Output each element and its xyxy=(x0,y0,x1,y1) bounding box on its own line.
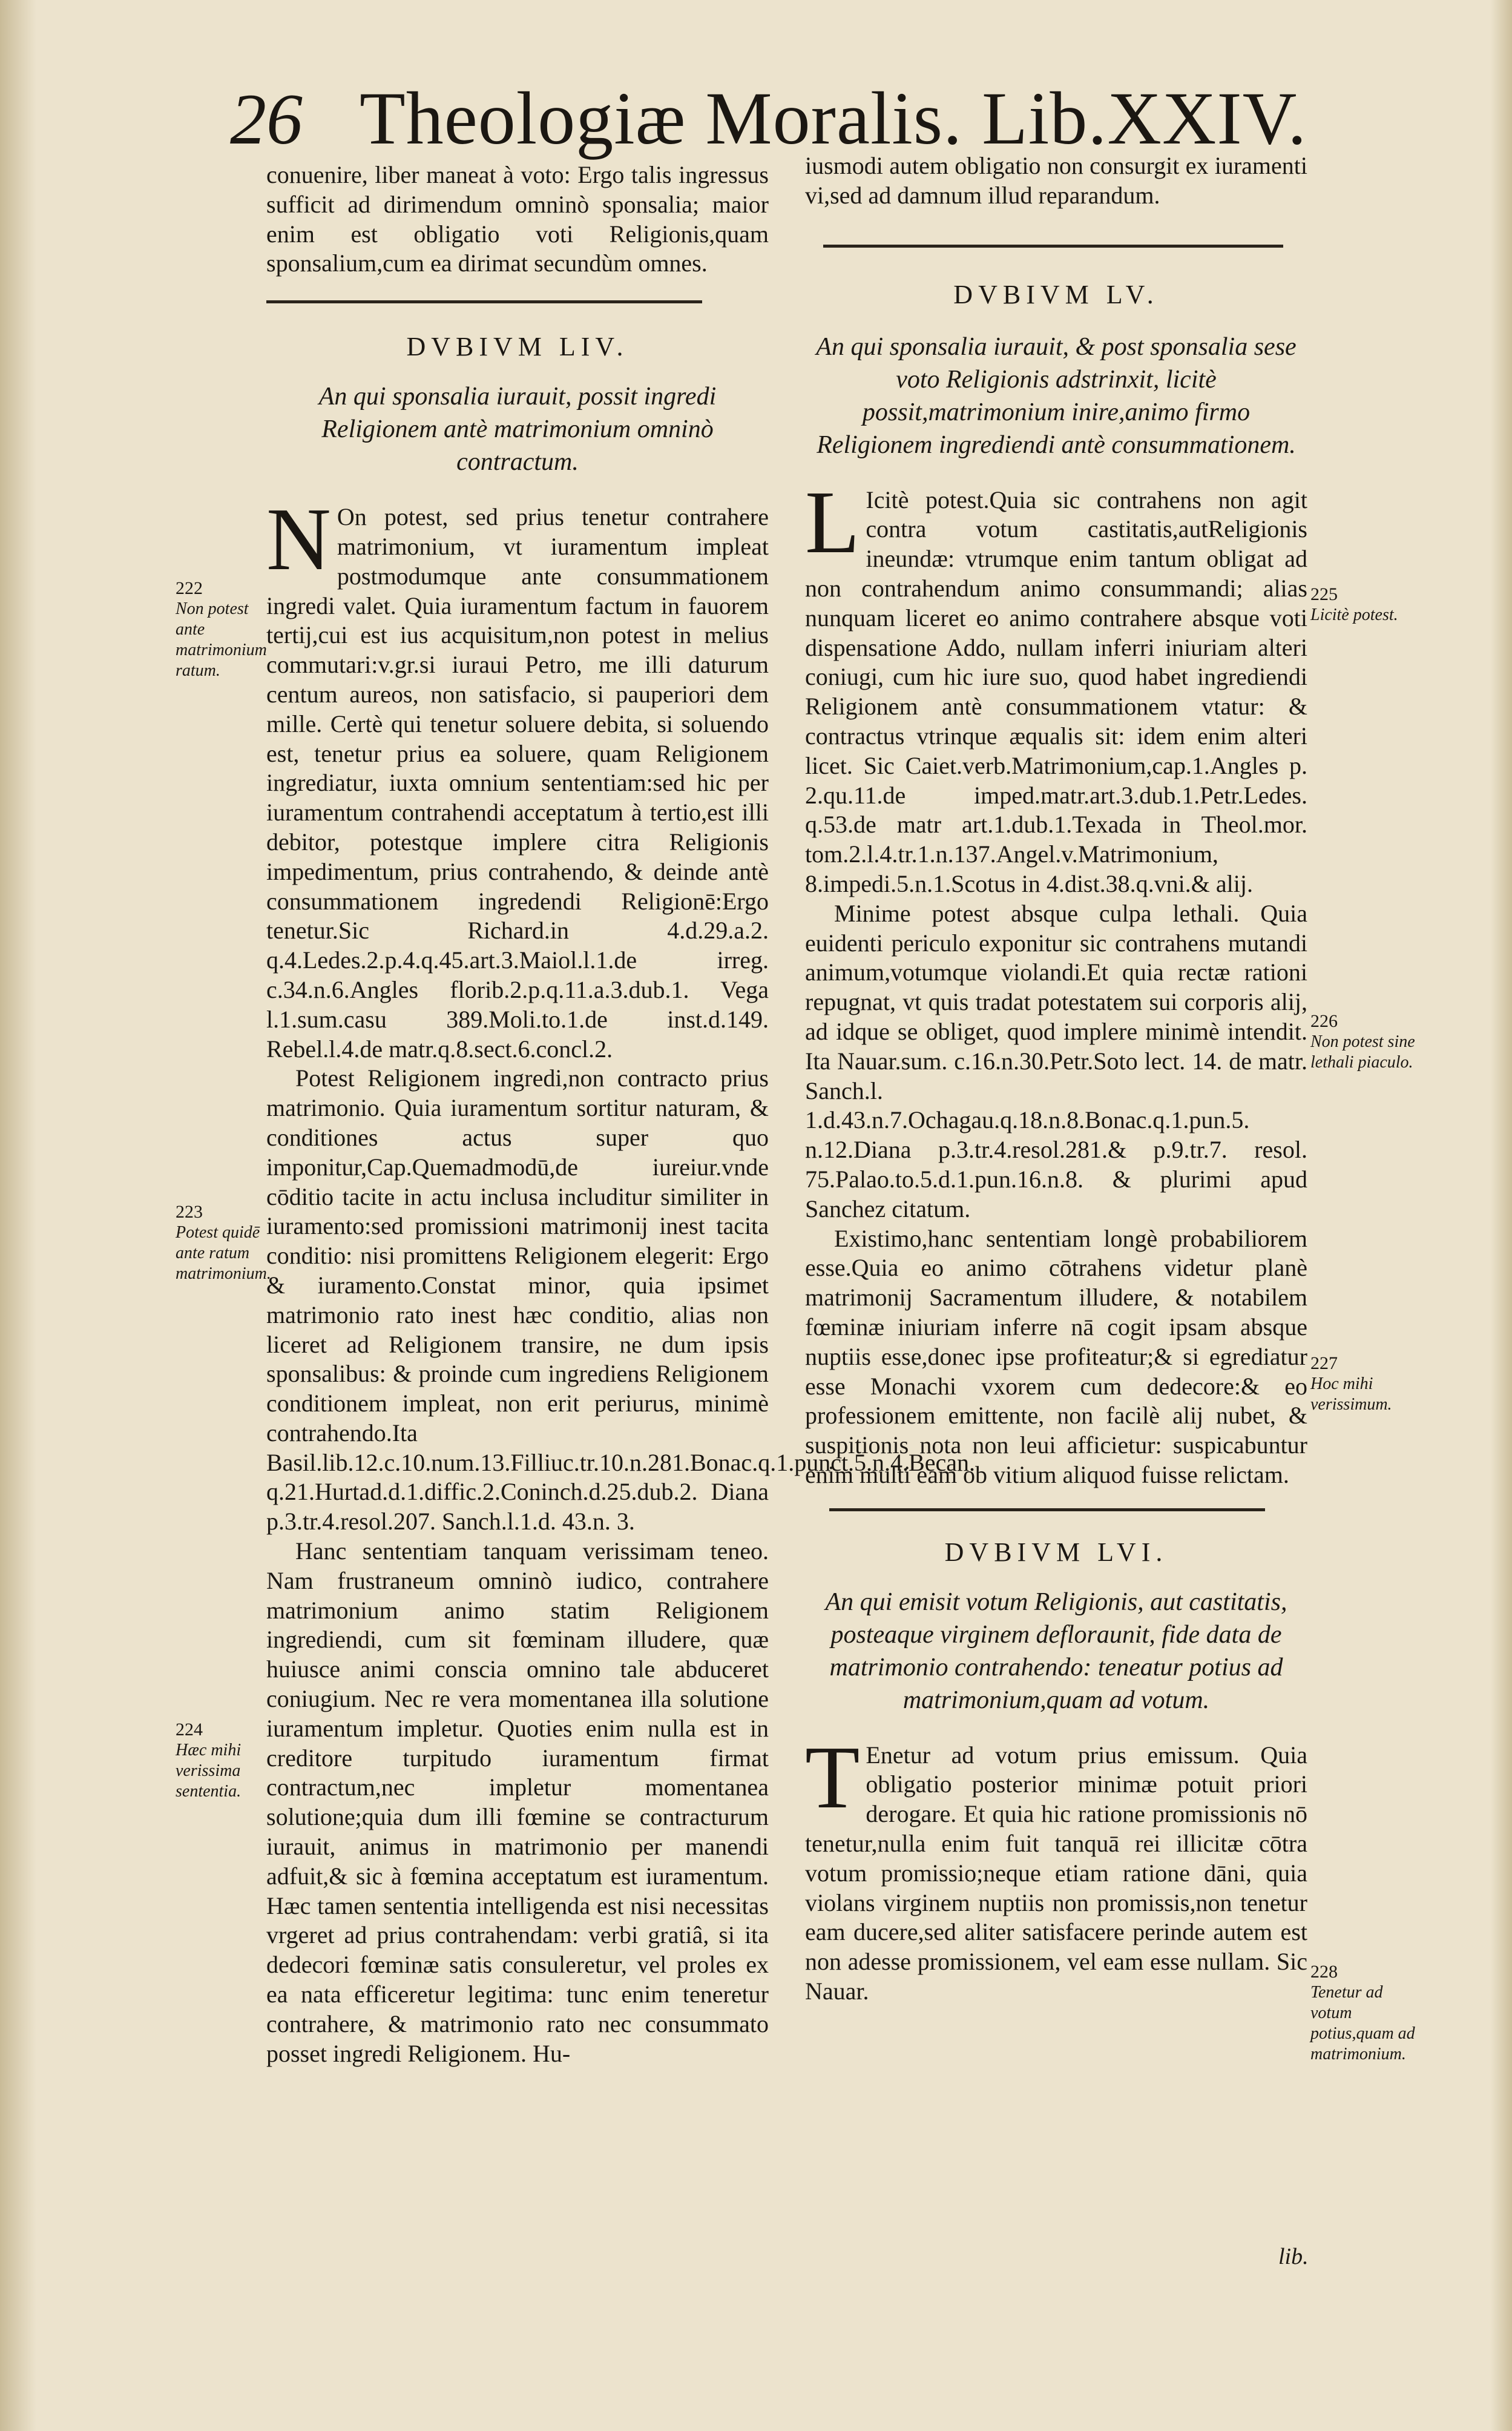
margin-note-number: 227 xyxy=(1310,1353,1338,1373)
continuation-text: conuenire, liber maneat à voto: Ergo talis ingressus sufficit ad dirimendum omninò sponsalia; maior enim est obligatio voti Religionis,quam sponsalium,cum ea dirimat secundùm omnes. xyxy=(266,161,769,277)
margin-note-number: 226 xyxy=(1310,1011,1338,1031)
paragraph xyxy=(805,1224,1307,1490)
paragraph xyxy=(805,472,1307,899)
paragraph-text: Existimo,hanc sententiam longè probabiliorem esse.Quia eo animo cōtrahens videtur planè matrimonij Sacramentum illudere, & notabilem fœminæ iniuriam inferre nā cogit ipsam absque nuptiis esse,donec ipse profiteatur;& si egrediatur esse Monachi vxorem cum dedecore:& eo professionem emittente, non facilè alij nubet, & suspitionis nota non leui afficietur: suspicabuntur enim multi eam ob vitium aliquod fuisse relictam. xyxy=(805,1224,1307,1488)
section-rule xyxy=(266,300,702,303)
dubium-question: An qui sponsalia iurauit, possit ingredi Religionem antè matrimonium omninò contractum. xyxy=(318,383,717,477)
right-column xyxy=(805,151,1307,2007)
dubium-heading: DVBIVM LV. xyxy=(953,279,1159,309)
margin-note-text: Licitè potest. xyxy=(1310,605,1398,624)
left-column xyxy=(266,160,975,2068)
paragraph-text: Hanc sententiam tanquam verissimam teneo. Nam frustraneum omninò iudico, contrahere matrimonium animo statim Religionem ingrediendi, cum sit fœminam illudere, quæ huiusce animi conscia omnino tale abduceret coniugium. Nec re vera momentanea illa solutione iuramentum impletur. Quoties enim nulla est in creditore turpitudo iuramentum firmat contractum,nec impletur momentanea solutione;quia dum illi fœmine se contracturum iurauit, animus in matrimonio per manendi adfuit,& sic à fœmina acceptatum est iuramentum. Hæc tamen sententia intelligenda est nisi necessitas vrgeret ad prius contrahendam: verbi gratiâ, si ita dedecori fœminæ satis consuleretur, vel proles ex ea nata efficeretur legitima: tunc enim teneretur contrahere, & matrimonio rato nec consummato posset ingredi Religionem. Hu- xyxy=(266,1537,769,2067)
margin-note-text: Hæc mihi verissima sententia. xyxy=(176,1741,242,1801)
margin-note xyxy=(1310,1962,1425,2065)
paragraph xyxy=(805,899,1307,1224)
dubium-question: An qui sponsalia iurauit, & post sponsalia sese voto Religionis adstrinxit, licitè possit,matrimonium inire,animo firmo Religionem ingrediendi antè consummationem. xyxy=(816,332,1297,459)
margin-note-number: 228 xyxy=(1310,1962,1338,1982)
margin-note xyxy=(1310,1011,1425,1073)
paragraph-text: Minime potest absque culpa lethali. Quia euidenti periculo exponitur sic contrahens mutandi animum,votumque violandi.Et quia rectæ rationi repugnat, vt quis tradat potestatem sui corporis alij, ad idque se obliget, quod implere minimè intendit. Ita Nauar.sum. c.16.n.30.Petr.Soto lect. 14. de matr. Sanch.l. 1.d.43.n.7.Ochagau.q.18.n.8.Bonac.q.1.pun.5. n.12.Diana p.3.tr.4.resol.281.& p.9.tr.7. resol. 75.Palao.to.5.d.1.pun.16.n.8. & plurimi apud Sanchez citatum. xyxy=(805,899,1307,1222)
dubium-question: An qui emisit votum Religionis, aut castitatis, posteaque virginem defloraunit, fide data de matrimonio contrahendo: teneatur potius ad matrimonium,quam ad votum. xyxy=(825,1588,1287,1714)
paragraph-text: Potest Religionem ingredi,non contracto prius matrimonio. Quia iuramentum sortitur naturam, & conditiones actus super quo imponitur,Cap.Quemadmodū,de iureiur.vnde cōditio tacite in actu inclusa includitur similiter in iuramento:sed promissioni matrimonij inest tacita conditio: nisi promittens Religionem elegerit: Ergo & iuramento.Constat minor, quia ipsimet matrimonio rato inest hæc conditio, alias non liceret ad Religionem transire, ne dum ipsis sponsalibus: & proinde cum ingrediens Religionem conditionem impleat, non erit periurus, minimè contrahendo.Ita Basil.lib.12.c.10.num.13.Filliuc.tr.10.n.281.Bonac.q.1.punct.5.n.4.Becan. q.21.Hurtad.d.1.diffic.2.Coninch.d.25.dub.2. Diana p.3.tr.4.resol.207. Sanch.l.1.d. 43.n. 3. xyxy=(266,1064,975,1535)
paragraph-text: On potest, sed prius tenetur contrahere matrimonium, vt iuramentum impleat postmodumque ante consummationem ingredi valet. Quia iuramentum factum in fauorem tertij,cui est ius acquisitum,non potest in melius commutari:v.gr.si iuraui Petro, me illi daturum centum aureos, non satisfacio, si pauperiori dem mille. Certè qui tenetur soluere debita, si soluendo est, tenetur prius ea soluere, quam Religionem ingrediatur, iuxta omnium sententiam:sed hic per iuramentum contrahendi acceptatum à tertio,est illi debitor, potestque implere citra Religionis impedimentum, prius contrahendo, & deinde antè consummationem ingredendi Religionē:Ergo tenetur.Sic Richard.in 4.d.29.a.2. q.4.Ledes.2.p.4.q.45.art.3.Maiol.l.1.de irreg. c.34.n.6.Angles florib.2.p.q.11.a.3.dub.1. Vega l.1.sum.casu 389.Moli.to.1.de inst.d.149. Rebel.l.4.de matr.q.8.sect.6.concl.2. xyxy=(266,503,769,1063)
margin-note-text: Non potest ante matrimonium ratum. xyxy=(176,599,267,680)
margin-note xyxy=(176,1720,266,1802)
margin-note-text: Non potest sine lethali piaculo. xyxy=(1310,1032,1415,1072)
margin-note-text: Tenetur ad votum potius,quam ad matrimonium. xyxy=(1310,1983,1415,2063)
margin-note-number: 225 xyxy=(1310,584,1338,604)
section-rule xyxy=(823,245,1283,248)
paragraph xyxy=(266,1537,769,2068)
page-edge-shadow xyxy=(1490,0,1512,2431)
running-head xyxy=(230,76,1380,160)
drop-cap: L xyxy=(805,472,860,572)
margin-note xyxy=(176,1202,271,1284)
drop-cap: T xyxy=(805,1727,860,1827)
page-gutter-shadow xyxy=(0,0,36,2431)
catchword: lib. xyxy=(1278,2244,1309,2269)
margin-note xyxy=(176,578,266,681)
margin-note-number: 223 xyxy=(176,1202,203,1222)
margin-note-number: 222 xyxy=(176,578,203,598)
book-title: Theologiæ Moralis. Lib.XXIV. xyxy=(360,77,1307,160)
margin-note xyxy=(1310,584,1425,625)
page-number: 26 xyxy=(230,79,303,159)
dubium-heading: DVBIVM LIV. xyxy=(406,332,629,362)
margin-note-text: Potest quidē ante ratum matrimonium. xyxy=(176,1223,271,1283)
margin-note-number: 224 xyxy=(176,1720,203,1740)
drop-cap: N xyxy=(266,490,331,590)
margin-note xyxy=(1310,1353,1425,1415)
margin-note-text: Hoc mihi verissimum. xyxy=(1310,1374,1392,1414)
paragraph xyxy=(266,1064,975,1537)
continuation-text: iusmodi autem obligatio non consurgit ex iuramenti vi,sed ad damnum illud reparandum. xyxy=(805,152,1307,209)
section-rule xyxy=(829,1508,1265,1511)
paragraph xyxy=(266,490,769,1064)
paragraph xyxy=(805,1727,1307,2007)
paragraph-text: Enetur ad votum prius emissum. Quia obligatio posterior minimæ potuit priori derogare. Et quia hic ratione promissionis nō tenetur,nulla enim fuit tanquā rei illicitæ cōtra votum promissio;neque etiam ratione dāni, quia violans virginem nuptiis non promissis,non tenetur eam ducere,sed aliter satisfacere perinde autem est non adesse promissionem, vel eam esse nullam. Sic Nauar. xyxy=(805,1741,1307,2005)
paragraph-text: Icitè potest.Quia sic contrahens non agit contra votum castitatis,autReligionis ineundæ: vtrumque enim tantum obligat ad non contrahendum animo consummandi; alias nunquam liceret eo animo contrahere absque voti dispensatione Addo, nullam inferri iniuriam alteri coniugi, cum hic iure suo, quod habet ingrediendi Religionem antè consummationem vtatur: & contractus vtrinque æqualis sit: idem enim alteri licet. Sic Caiet.verb.Matrimonium,cap.1.Angles p. 2.qu.11.de imped.matr.art.3.dub.1.Petr.Ledes. q.53.de matr art.1.dub.1.Texada in Theol.mor. tom.2.l.4.tr.1.n.137.Angel.v.Matrimonium, 8.impedi.5.n.1.Scotus in 4.dist.38.q.vni.& alij. xyxy=(805,486,1307,897)
dubium-heading: DVBIVM LVI. xyxy=(944,1537,1168,1567)
